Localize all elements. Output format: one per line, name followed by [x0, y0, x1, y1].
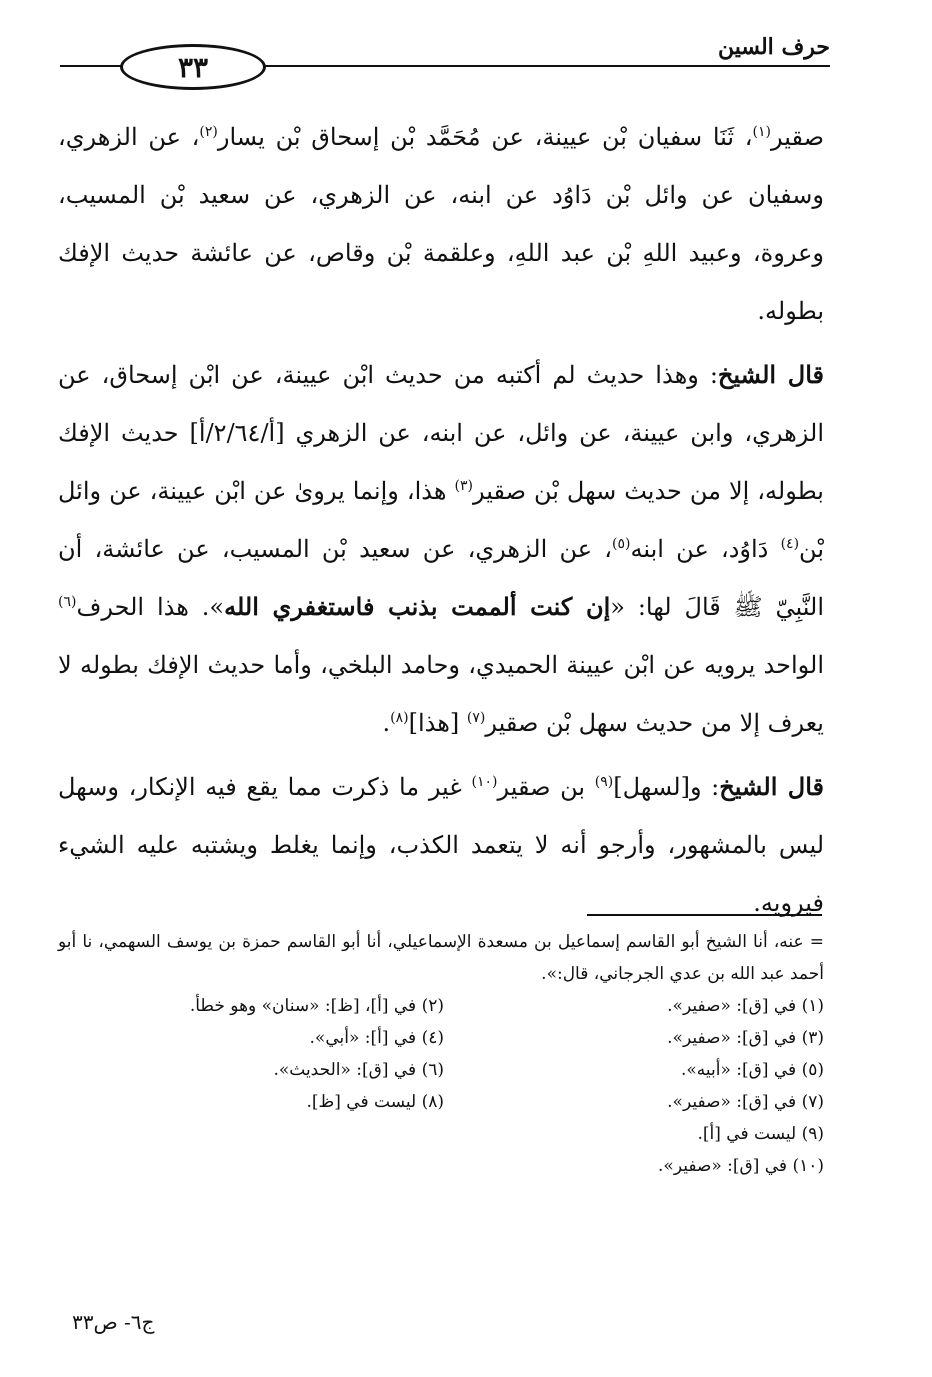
footnote-empty [58, 1118, 444, 1150]
paragraph-1 [58, 108, 824, 340]
footnote-ref-6: (٦) [58, 594, 77, 610]
page-number-oval: ٣٣ [120, 44, 266, 90]
text-span: الواحد يرويه عن ابْن عيينة الحميدي، وحامد البلخي، وأما حديث الإفك بطوله لا يعرف إلا من حديث سهل بْن صقير [58, 651, 824, 737]
chapter-title: حرف السين [710, 34, 830, 60]
footnotes [58, 926, 824, 1182]
footnote-1: (١) في [ق]: «صفير». [667, 996, 824, 1016]
footnote-4: (٤) في [أ]: «أبي». [309, 1028, 444, 1048]
volume-page-reference: ج٦- ص٣٣ [72, 1310, 155, 1334]
text-span: صقير [771, 123, 825, 151]
text-span: : وهذا حديث لم أكتبه من حديث ابْن عيينة، عن ابْن إسحاق، عن الزهري، وابن عيينة، عن وائل، عن ابنه، عن الزهري [أ/٢/٦٤/أ] حديث الإفك بطوله، إلا من حديث سهل بْن صقير [58, 361, 824, 505]
text-span: ، عن الزهري، وسفيان عن وائل بْن دَاوُد عن ابنه، عن الزهري، عن سعيد بْن المسيب، وعروة، وعبيد اللهِ بْن عبد اللهِ، وعلقمة بْن وقاص، عن عائشة حديث الإفك بطوله. [58, 123, 824, 325]
speaker-label: قال الشيخ [717, 360, 825, 389]
footnote-ref-7: (٧) [466, 710, 486, 726]
text-span: ، ثَنَا سفيان بْن عيينة، عن مُحَمَّد بْن إسحاق بْن يسار [217, 123, 753, 151]
text-span: [هذا] [408, 709, 467, 737]
text-span: ». هذا الحرف [76, 593, 225, 621]
footnote-ref-3: (٣) [454, 478, 473, 494]
text-span: غير ما ذكرت مما يقع فيه الإنكار، وسهل ليس بالمشهور، وأرجو أنه لا يتعمد الكذب، وإنما يغلط ويشتبه عليه الشيء فيرويه. [58, 773, 824, 917]
footnote-7: (٧) في [ق]: «صفير». [667, 1092, 824, 1112]
main-text [58, 108, 824, 938]
footnote-6: (٦) في [ق]: «الحديث». [273, 1060, 444, 1080]
hadith-quote: إن كنت ألممت بذنب فاستغفري الله [224, 592, 611, 621]
footnote-9: (٩) ليست في [أ]. [697, 1124, 824, 1144]
text-span: دَاوُد، عن ابنه [630, 535, 781, 563]
footnote-3: (٣) في [ق]: «صفير». [667, 1028, 824, 1048]
text-span: : و[لسهل] [613, 773, 720, 801]
footnote-separator [587, 914, 822, 916]
footnote-2: (٢) في [أ]، [ظ]: «سنان» وهو خطأ. [189, 996, 444, 1016]
footnote-list [58, 990, 824, 1182]
footnote-ref-5: (٥) [612, 536, 631, 552]
paragraph-2 [58, 346, 824, 752]
text-span: بن صقير [497, 773, 595, 801]
footnote-10: (١٠) في [ق]: «صفير». [658, 1156, 824, 1176]
footnote-ref-2: (٢) [199, 124, 218, 140]
footnote-ref-10: (١٠) [471, 774, 498, 790]
speaker-label: قال الشيخ [719, 772, 825, 801]
footnote-8: (٨) ليست في [ظ]. [306, 1092, 444, 1112]
footnote-5: (٥) في [ق]: «أبيه». [680, 1060, 824, 1080]
page-header [60, 28, 830, 98]
text-span: هذا، وإنما يروىٰ عن ابْن عيينة، عن وائل بْن [58, 477, 824, 563]
text-span: ، عن الزهري، عن سعيد بْن المسيب، عن عائشة، أن النَّبِيّ ﷺ قَالَ لها: « [58, 535, 825, 621]
footnote-continuation: = عنه، أنا الشيخ أبو القاسم إسماعيل بن مسعدة الإسماعيلي، أنا أبو القاسم حمزة بن يوسف السهمي، نا أبو أحمد عبد الله بن عدي الجرجاني، قال:». [58, 932, 824, 984]
footnote-ref-9: (٩) [594, 774, 614, 790]
footnote-ref-4: (٤) [780, 536, 800, 552]
text-span: . [382, 709, 391, 737]
footnote-ref-1: (١) [752, 124, 771, 140]
paragraph-3 [58, 758, 824, 932]
footnote-ref-8: (٨) [390, 710, 409, 726]
